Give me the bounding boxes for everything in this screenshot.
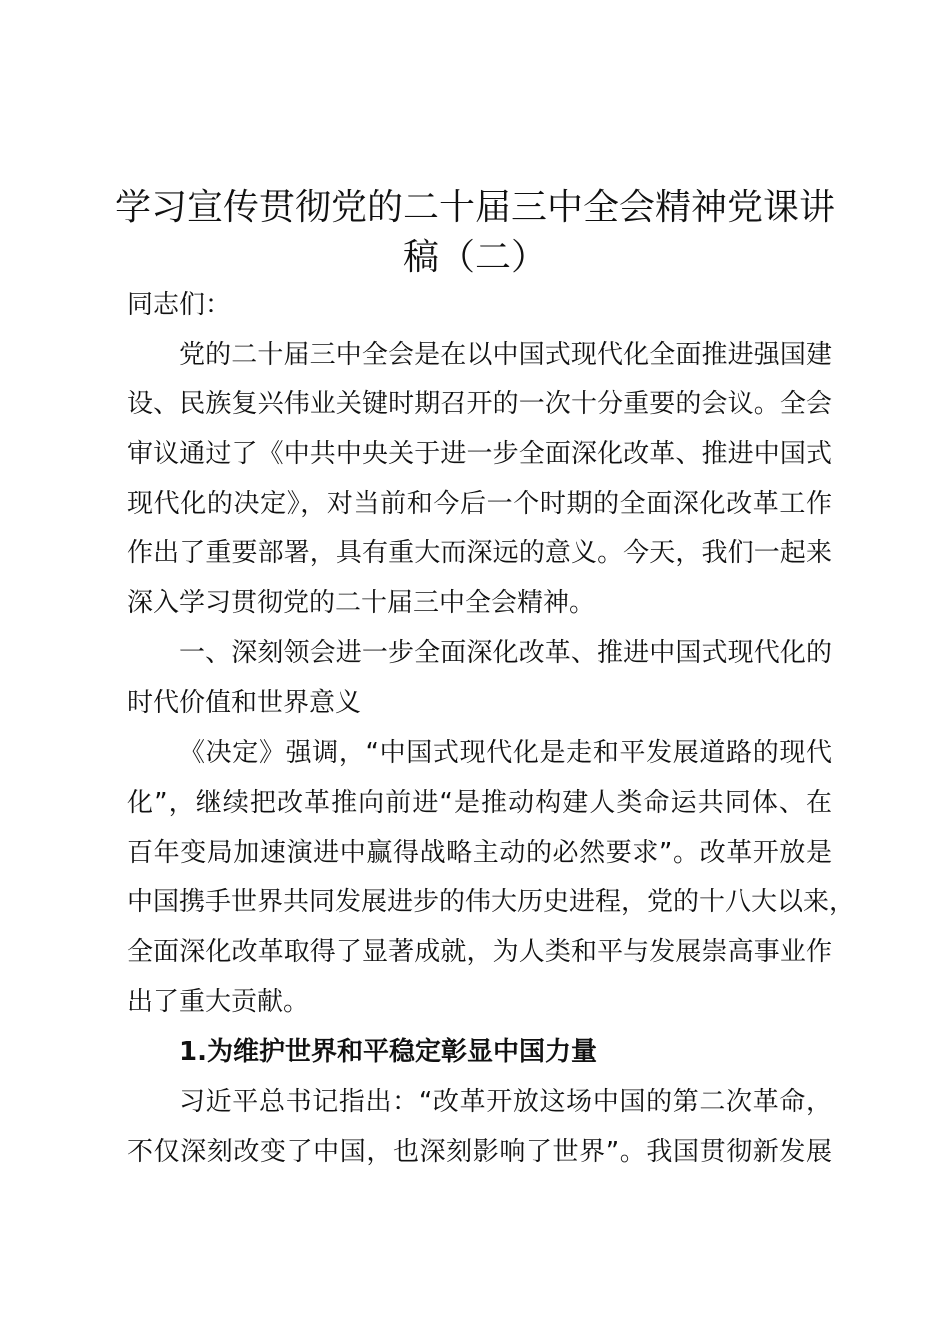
paragraph-1-line-2: 设、民族复兴伟业关键时期召开的一次十分重要的会议。全会 (127, 389, 832, 419)
paragraph-2-line-1: 《决定》强调，“中国式现代化是走和平发展道路的现代 (179, 738, 832, 768)
subheading-1: 1.为维护世界和平稳定彰显中国力量 (179, 1037, 597, 1067)
paragraph-2-line-4: 中国携手世界共同发展进步的伟大历史进程，党的十八大以来， (127, 887, 856, 917)
paragraph-2-line-5: 全面深化改革取得了显著成就，为人类和平与发展崇高事业作 (127, 937, 832, 967)
paragraph-1-line-5: 作出了重要部署，具有重大而深远的意义。今天，我们一起来 (127, 538, 832, 568)
section-heading-line-2: 时代价值和世界意义 (127, 688, 362, 718)
paragraph-2-line-6: 出了重大贡献。 (127, 987, 310, 1017)
paragraph-1-line-6: 深入学习贯彻党的二十届三中全会精神。 (127, 588, 596, 618)
salutation: 同志们： (127, 290, 232, 320)
section-heading-line-1: 一、深刻领会进一步全面深化改革、推进中国式现代化的 (179, 638, 832, 668)
paragraph-1-line-3: 审议通过了《中共中央关于进一步全面深化改革、推进中国式 (127, 439, 832, 469)
paragraph-2-line-2: 化”，继续把改革推向前进“是推动构建人类命运共同体、在 (127, 788, 832, 818)
paragraph-2-line-3: 百年变局加速演进中赢得战略主动的必然要求”。改革开放是 (127, 838, 832, 868)
paragraph-3-line-2: 不仅深刻改变了中国，也深刻影响了世界”。我国贯彻新发展 (127, 1137, 832, 1167)
paragraph-1-line-1: 党的二十届三中全会是在以中国式现代化全面推进强国建 (179, 340, 832, 370)
document-title-line-1: 学习宣传贯彻党的二十届三中全会精神党课讲 (114, 187, 835, 228)
paragraph-1-line-4: 现代化的决定》，对当前和今后一个时期的全面深化改革工作 (127, 489, 832, 519)
paragraph-3-line-1: 习近平总书记指出：“改革开放这场中国的第二次革命， (179, 1087, 832, 1117)
document-title-line-2: 稿（二） (402, 237, 547, 278)
